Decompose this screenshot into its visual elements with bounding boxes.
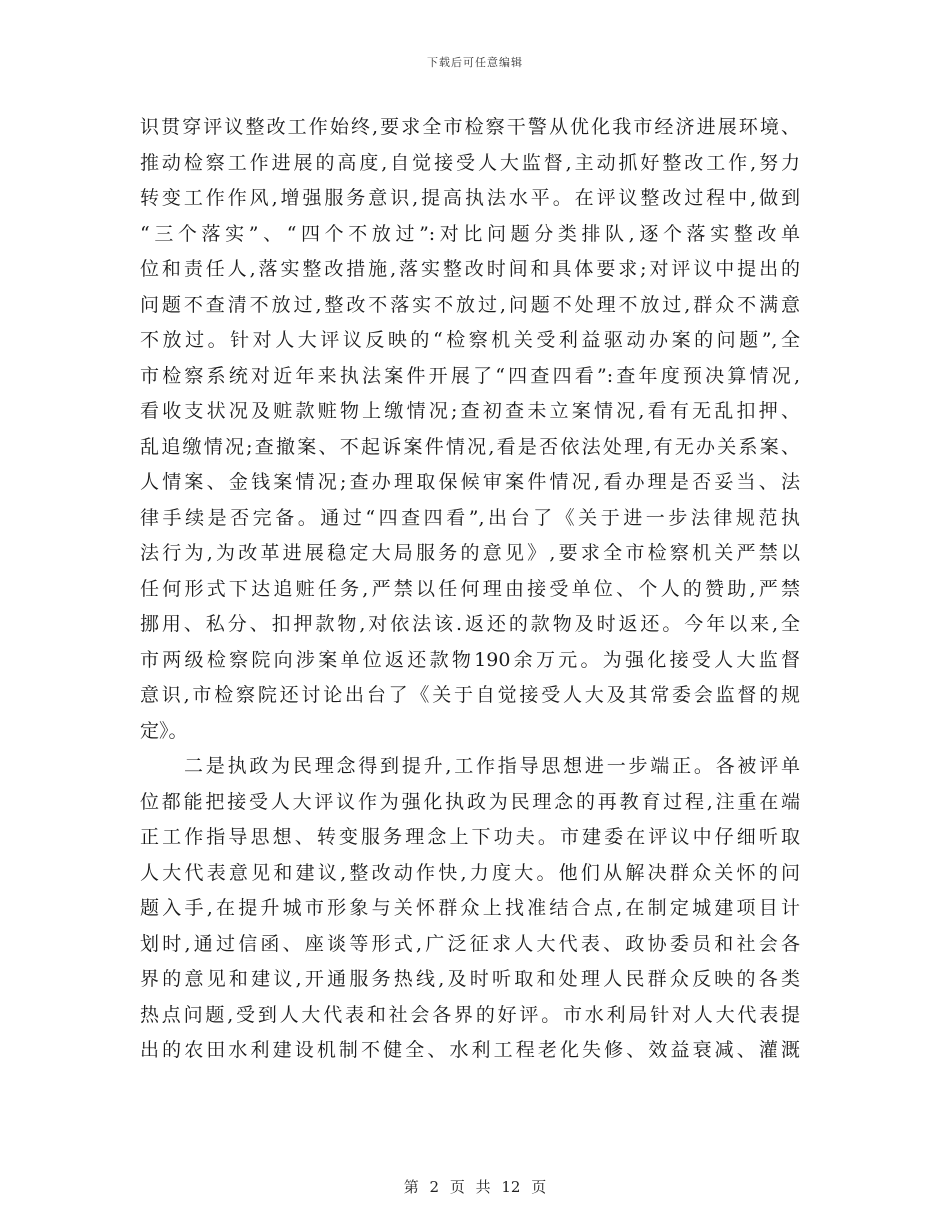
text-line: 乱追缴情况;查撤案、不起诉案件情况,看是否依法处理,有无办关系案、	[140, 435, 800, 458]
text-line: 问题不查清不放过,整改不落实不放过,问题不处理不放过,群众不满意	[140, 293, 800, 316]
page-header: 下载后可任意编辑	[427, 56, 523, 69]
text-line: 位和责任人,落实整改措施,落实整改时间和具体要求;对评议中提出的	[140, 258, 800, 280]
document-body	[140, 110, 800, 1069]
text-line-last: 定》。	[140, 719, 188, 742]
text-line: 不放过。针对人大评议反映的“检察机关受利益驱动办案的问题”,全	[140, 329, 800, 351]
text-line: 市检察系统对近年来执法案件开展了“四查四看”:查年度预决算情况,	[140, 364, 800, 387]
text-line: 出的农田水利建设机制不健全、水利工程老化失修、效益衰减、灌溉	[140, 1039, 800, 1061]
text-line: 划时,通过信函、座谈等形式,广泛征求人大代表、政协委员和社会各	[140, 932, 800, 955]
paragraph-2	[140, 749, 800, 1069]
text-line: 任何形式下达追赃任务,严禁以任何理由接受单位、个人的赞助,严禁	[140, 577, 800, 600]
text-line: 意识,市检察院还讨论出台了《关于自觉接受人大及其常委会监督的规	[140, 684, 800, 706]
text-line: 法行为,为改革进展稳定大局服务的意见》,要求全市检察机关严禁以	[140, 542, 800, 564]
text-line: 人大代表意见和建议,整改动作快,力度大。他们从解决群众关怀的问	[140, 861, 800, 884]
paragraph-1	[140, 110, 800, 749]
text-line: 界的意见和建议,开通服务热线,及时听取和处理人民群众反映的各类	[140, 968, 800, 990]
text-line: 挪用、私分、扣押款物,对依法该.返还的款物及时返还。今年以来,全	[140, 613, 800, 635]
text-line: 律手续是否完备。通过“四查四看”,出台了《关于进一步法律规范执	[140, 506, 800, 529]
text-line-first: 二是执政为民理念得到提升,工作指导思想进一步端正。各被评单	[184, 755, 800, 777]
text-line: 人情案、金钱案情况;查办理取保候审案件情况,看办理是否妥当、法	[140, 471, 800, 493]
text-line: 转变工作作风,增强服务意识,提高执法水平。在评议整改过程中,做到	[140, 187, 800, 209]
text-line: 识贯穿评议整改工作始终,要求全市检察干警从优化我市经济进展环境、	[140, 116, 800, 138]
page-footer: 第 2 页 共 12 页	[403, 1178, 547, 1196]
text-line: 正工作指导思想、转变服务理念上下功夫。市建委在评议中仔细听取	[140, 826, 800, 848]
text-line: 位都能把接受人大评议作为强化执政为民理念的再教育过程,注重在端	[140, 790, 800, 813]
text-line: 热点问题,受到人大代表和社会各界的好评。市水利局针对人大代表提	[140, 1003, 800, 1026]
text-line: 推动检察工作进展的高度,自觉接受人大监督,主动抓好整改工作,努力	[140, 151, 800, 174]
text-line: 市两级检察院向涉案单位返还款物190余万元。为强化接受人大监督	[140, 648, 800, 671]
text-line: “三个落实”、“四个不放过”:对比问题分类排队,逐个落实整改单	[140, 222, 800, 245]
text-line: 题入手,在提升城市形象与关怀群众上找准结合点,在制定城建项目计	[140, 897, 800, 919]
text-line: 看收支状况及赃款赃物上缴情况;查初查未立案情况,看有无乱扣押、	[140, 400, 800, 422]
